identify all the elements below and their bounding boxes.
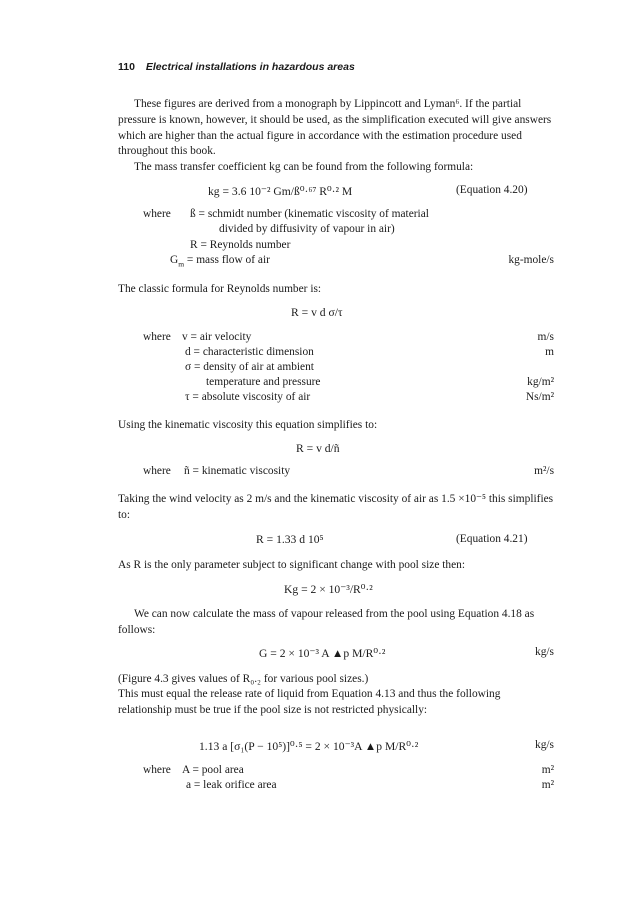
gm-definition: = mass flow of air	[184, 254, 270, 266]
running-head	[118, 61, 355, 73]
paragraph-vapour-mass: We can now calculate the mass of vapour released from the pool using Equation 4.18 as follows:	[118, 608, 535, 636]
paragraph-monograph: These figures are derived from a monograph by Lippincott and Lyman⁶. If the partial pressure is known, however, it should be used, as the simplification executed will give answers which are higher than the actual figure in accordance with the estimation procedure used throughout this book.	[118, 98, 552, 158]
paragraph-wind-velocity: Taking the wind velocity as 2 m/s and the kinematic viscosity of air as 1.5 ×10⁻⁵ this simplifies to:	[118, 493, 554, 521]
def-mass-flow	[170, 254, 270, 269]
equation-4-20-tag: (Equation 4.20)	[456, 184, 528, 196]
def-absolute-viscosity: τ = absolute viscosity of air	[185, 391, 311, 403]
gm-subscript: m	[178, 259, 185, 269]
equation-relationship: 1.13 a [σ₁(P − 10⁵)]⁰·⁵ = 2 × 10⁻³A ▲p M/R⁰·²	[199, 740, 419, 753]
paragraph-figure-note: (Figure 4.3 gives values of R₀.₂ for various pool sizes.)	[118, 673, 369, 685]
equation-4-21-tag: (Equation 4.21)	[456, 533, 528, 545]
paragraph-reynolds-intro: The classic formula for Reynolds number is:	[118, 283, 322, 295]
equation-4-20: kg = 3.6 10⁻² Gm/ß⁰·⁶⁷ R⁰·² M	[208, 185, 353, 198]
unit-g: kg/s	[535, 646, 554, 658]
paragraph-pool-size: As R is the only parameter subject to significant change with pool size then:	[118, 559, 466, 571]
unit-pool-area: m²	[541, 764, 554, 776]
equation-kg: Kg = 2 × 10⁻³/R⁰·²	[284, 583, 373, 596]
equation-g: G = 2 × 10⁻³ A ▲p M/R⁰·²	[259, 647, 386, 660]
unit-relationship: kg/s	[535, 739, 554, 751]
def-density-cont: temperature and pressure	[206, 376, 321, 388]
def-density: σ = density of air at ambient	[185, 361, 314, 373]
page-number: 110	[118, 61, 135, 73]
where-label: where	[143, 465, 171, 477]
equation-reynolds: R = v d σ/τ	[291, 306, 343, 319]
unit-kinematic-viscosity: m²/s	[534, 465, 554, 477]
def-characteristic-dimension: d = characteristic dimension	[185, 346, 314, 358]
where-label: where	[143, 764, 171, 776]
paragraph-release-rate: This must equal the release rate of liquid from Equation 4.13 and thus the following relationship must be true if the pool size is not restricted physically:	[118, 688, 501, 716]
paragraph-mass-transfer: The mass transfer coefficient kg can be found from the following formula:	[134, 161, 474, 173]
unit-mass-flow: kg-mole/s	[508, 254, 554, 266]
def-reynolds: R = Reynolds number	[190, 239, 291, 251]
def-schmidt-cont: divided by diffusivity of vapour in air)	[219, 223, 395, 235]
book-title: Electrical installations in hazardous areas	[145, 61, 355, 73]
unit-density: kg/m²	[527, 376, 554, 388]
unit-air-velocity: m/s	[537, 331, 554, 343]
gm-symbol: G	[170, 254, 179, 266]
unit-orifice-area: m²	[541, 779, 554, 791]
def-schmidt: ß = schmidt number (kinematic viscosity of material	[190, 208, 429, 220]
unit-absolute-viscosity: Ns/m²	[525, 391, 554, 403]
where-label: where	[143, 331, 171, 343]
equation-4-21: R = 1.33 d 10⁵	[256, 533, 324, 546]
equation-kinematic: R = v d/ñ	[296, 442, 340, 455]
where-label: where	[143, 208, 171, 220]
def-air-velocity: v = air velocity	[182, 331, 252, 343]
paragraph-kinematic: Using the kinematic viscosity this equation simplifies to:	[118, 419, 378, 431]
def-kinematic-viscosity: ñ = kinematic viscosity	[184, 465, 291, 477]
def-orifice-area: a = leak orifice area	[186, 779, 277, 791]
unit-dimension: m	[545, 346, 554, 358]
def-pool-area: A = pool area	[182, 764, 244, 776]
